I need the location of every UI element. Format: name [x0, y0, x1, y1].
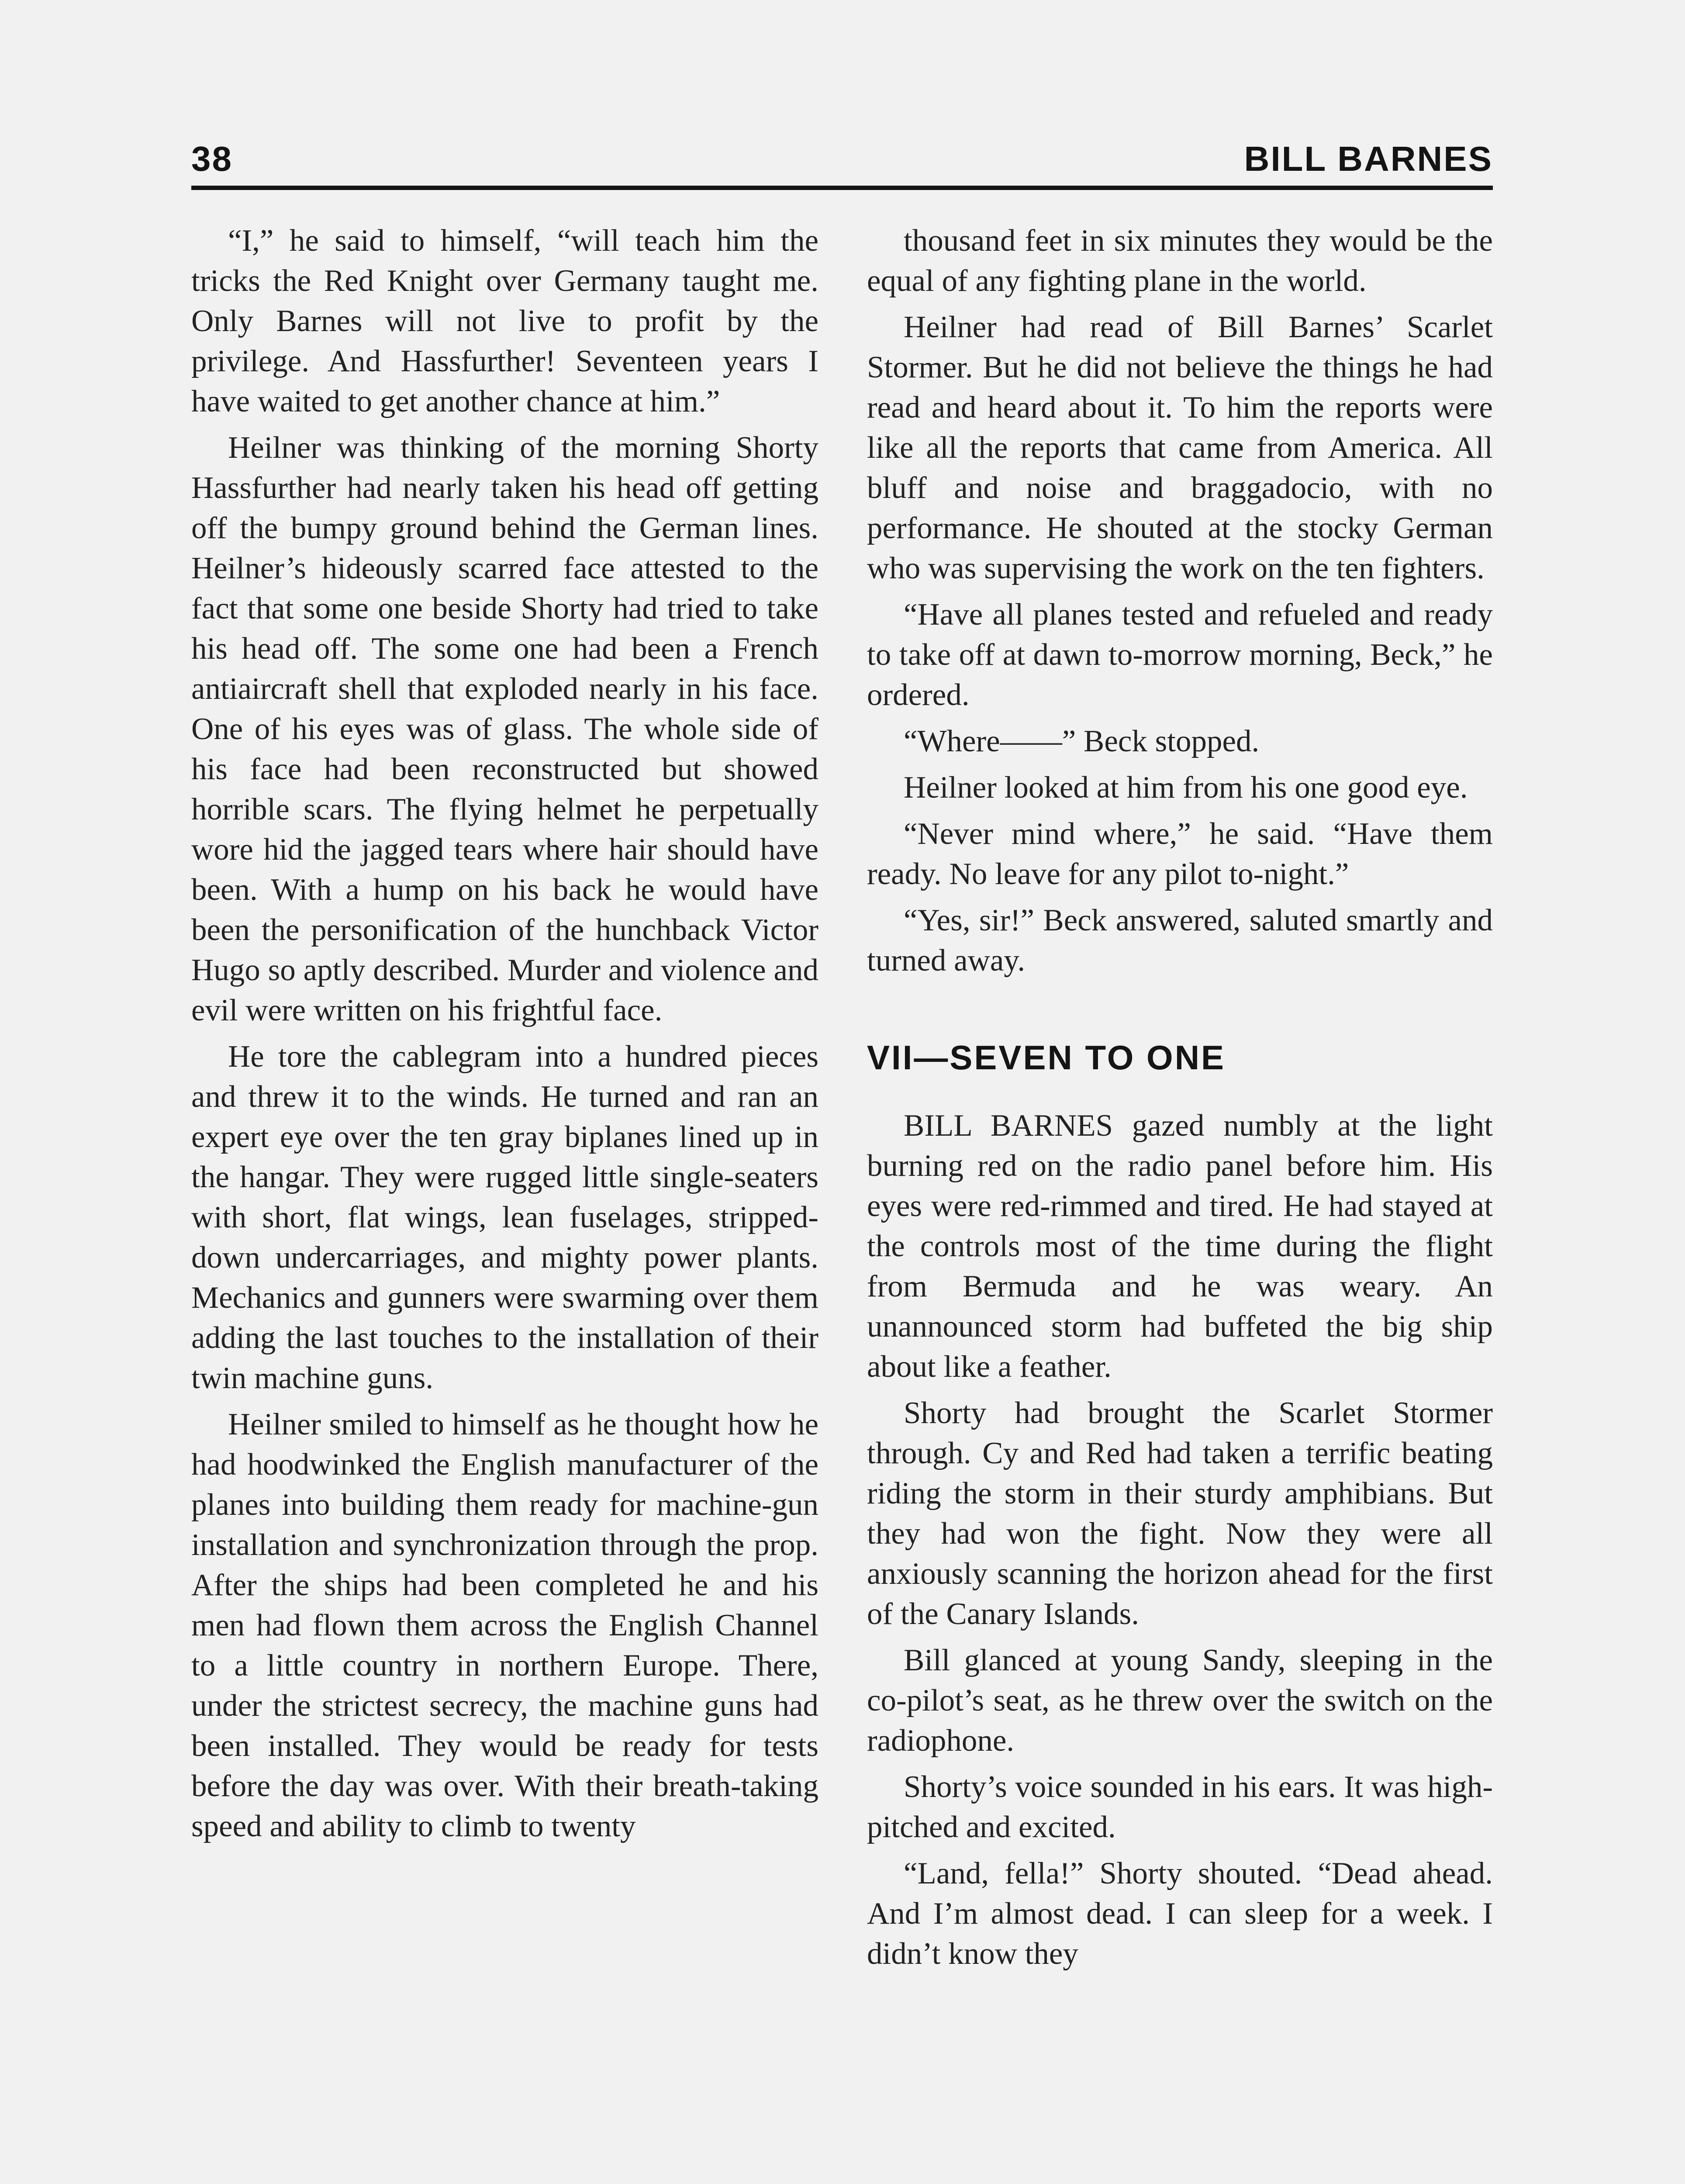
paragraph: Shorty had brought the Scarlet Stormer through. Cy and Red had taken a terrific beating riding the storm in their sturdy amphibians. But they had won the fight. Now they were all anxiously scanning the horizon ahead for the first of the Canary Islands.	[867, 1396, 1493, 1631]
paragraph: “Where——” Beck stopped.	[904, 724, 1260, 758]
paragraph: “Have all planes tested and refueled and ready to take off at dawn to-morrow morning, Beck,” he ordered.	[867, 598, 1493, 712]
chapter-heading: VII—SEVEN TO ONE	[867, 1038, 1226, 1077]
page-number: 38	[191, 139, 233, 178]
paragraph: Heilner was thinking of the morning Shorty Hassfurther had nearly taken his head off getting off the bumpy ground behind the German lines. Heilner’s hideously scarred face attested to the fact that some one beside Shorty had tried to take his head off. The some one had been a French antiaircraft shell that exploded nearly in his face. One of his eyes was of glass. The whole side of his face had been reconstructed but showed horrible scars. The flying helmet he perpetually wore hid the jagged tears where hair should have been. With a hump on his back he would have been the personification of the hunchback Victor Hugo so aptly described. Murder and violence and evil were written on his frightful face.	[191, 431, 818, 1027]
paragraph: Heilner looked at him from his one good eye.	[904, 771, 1468, 805]
paragraph: “Land, fella!” Shorty shouted. “Dead ahead. And I’m almost dead. I can sleep for a week. I didn’t know they	[867, 1856, 1493, 1971]
left-column	[191, 221, 818, 1846]
paragraph: Heilner smiled to himself as he thought how he had hoodwinked the English manufacturer of the planes into building them ready for machine-gun installation and synchronization through the prop. After the ships had been completed he and his men had flown them across the English Channel to a little country in northern Europe. There, under the strictest secrecy, the machine guns had been installed. They would be ready for tests before the day was over. With their breath-taking speed and ability to climb to twenty	[191, 1407, 818, 1843]
header-rule	[191, 186, 1493, 190]
paragraph: Bill glanced at young Sandy, sleeping in the co-pilot’s seat, as he threw over the switch on the radiophone.	[867, 1643, 1493, 1758]
paragraph: “Yes, sir!” Beck answered, saluted smartly and turned away.	[867, 903, 1493, 978]
paragraph: He tore the cablegram into a hundred pieces and threw it to the winds. He turned and ran an expert eye over the ten gray biplanes lined up in the hangar. They were rugged little single-seaters with short, flat wings, lean fuselages, stripped-down undercarriages, and mighty power plants. Mechanics and gunners were swarming over them adding the last touches to the installation of their twin machine guns.	[191, 1040, 818, 1395]
running-title: BILL BARNES	[1244, 139, 1493, 178]
paragraph: “I,” he said to himself, “will teach him the tricks the Red Knight over Germany taught me. Only Barnes will not live to profit by the privilege. And Hassfurther! Seventeen years I have waited to get another chance at him.”	[191, 224, 818, 418]
paragraph: Heilner had read of Bill Barnes’ Scarlet Stormer. But he did not believe the things he had read and heard about it. To him the reports were like all the reports that came from America. All bluff and noise and braggadocio, with no performance. He shouted at the stocky German who was supervising the work on the ten fighters.	[867, 310, 1493, 585]
right-column	[867, 221, 1493, 1974]
paragraph: thousand feet in six minutes they would be the equal of any fighting plane in the world.	[867, 224, 1493, 298]
paragraph: Shorty’s voice sounded in his ears. It was high-pitched and excited.	[867, 1770, 1493, 1844]
page-header	[191, 139, 1493, 187]
paragraph: “Never mind where,” he said. “Have them ready. No leave for any pilot to-night.”	[867, 817, 1493, 891]
paragraph: BILL BARNES gazed numbly at the light burning red on the radio panel before him. His eyes were red-rimmed and tired. He had stayed at the controls most of the time during the flight from Bermuda and he was weary. An unannounced storm had buffeted the big ship about like a feather.	[867, 1109, 1493, 1384]
